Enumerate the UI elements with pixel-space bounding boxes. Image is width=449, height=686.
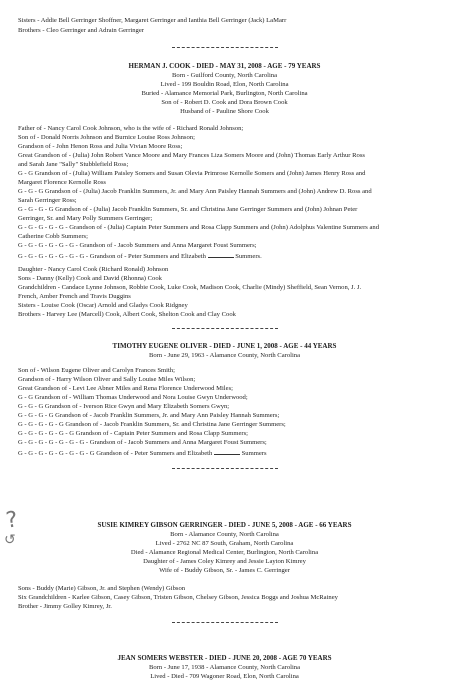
blank-underline <box>214 448 240 455</box>
cook-lineage-line: G - G - G - G - G - Grandson of - (Julia) Captain Peter Summers and Rosa Clapp Summers and (John) Adolphus Valentine Summers and <box>18 224 380 231</box>
oliver-lineage-line: G - G - G - G - G - G - G - Grandson of - Jacob Summers and Anna Margaret Foust Summers; <box>18 439 267 446</box>
oliver-lineage-line: Grandson of - Harry Wilson Oliver and Sally Louise Miles Wilson; <box>18 376 196 383</box>
cook-lineage-tail: Summers. <box>235 253 262 260</box>
cook-lineage-line: Great Grandson of - (Julia) John Robert Vance Moore and Mary Frances Liza Somers Moore and (John) Thomas Early Arthur Ross <box>18 152 365 159</box>
cook-born: Born - Guilford County, North Carolina <box>171 72 278 79</box>
cook-lineage-line: Father of - Nancy Carol Cook Johnson, who is the wife of - Richard Ronald Johnson; <box>18 125 244 132</box>
oliver-lineage-line: G - G - G - G - G Grandson of - Jacob Franklin Summers, Sr. and Christina Jane Gerringer Summers; <box>18 421 286 428</box>
gerringer-brother: Brother - Jimmy Golley Kimrey, Jr. <box>18 603 112 610</box>
webster-heading: JEAN SOMERS WEBSTER - DIED - JUNE 20, 2008 - AGE 70 YEARS <box>117 654 332 662</box>
cook-husband-of: Husband of - Pauline Shore Cook <box>180 108 269 115</box>
handwritten-mark: ↺ <box>4 532 16 548</box>
cook-family-line: Grandchildren - Candace Lynne Johnson, Robbie Cook, Luke Cook, Madison Cook, Charlie (Mindy) Sheffield, Sean Vernon, J. J. <box>18 284 362 291</box>
section-divider <box>172 328 278 329</box>
oliver-lineage-line: G - G - G - G Grandson of - Jacob Franklin Summers, Jr. and Mary Ann Paisley Hannah Summers; <box>18 412 280 419</box>
cook-lineage-line: Son of - Donald Norris Johnson and Burnice Louise Ross Johnson; <box>18 134 195 141</box>
cook-lineage-line: Margaret Florence Kernolle Ross <box>18 179 106 186</box>
brothers-line: Brothers - Cleo Gerringer and Adrain Gerringer <box>18 27 144 34</box>
oliver-lineage-line: G - G - G - G - G - G - G - G Grandson of - Peter Summers and Elizabeth <box>18 450 213 457</box>
gerringer-born: Born - Alamance County, North Carolina <box>170 531 279 538</box>
gerringer-sons: Sons - Buddy (Marie) Gibson, Jr. and Stephen (Wendy) Gibson <box>18 585 186 592</box>
gerringer-heading: SUSIE KIMREY GIBSON GERRINGER - DIED - JUNE 5, 2008 - AGE - 66 YEARS <box>97 521 352 529</box>
handwritten-question-mark: ? <box>4 507 20 534</box>
gerringer-grandchildren: Six Grandchildren - Karlee Gibson, Casey Gibson, Tristen Gibson, Chelsey Gibson, Jessica Boggs and Joshua McRainey <box>18 594 338 601</box>
oliver-heading: TIMOTHY EUGENE OLIVER - DIED - JUNE 1, 2008 - AGE - 44 YEARS <box>112 342 337 350</box>
cook-lineage-line: G - G - G - G - G - G - Grandson of - Jacob Summers and Anna Margaret Foust Summers; <box>18 242 257 249</box>
cook-family-line: Brothers - Harvey Lee (Marcell) Cook, Albert Cook, Shelton Cook and Clay Cook <box>18 311 236 318</box>
gerringer-died: Died - Alamance Regional Medical Center, Burlington, North Carolina <box>130 549 319 556</box>
cook-heading: HERMAN J. COOK - DIED - MAY 31, 2008 - AGE - 79 YEARS <box>128 62 321 70</box>
cook-lineage-last <box>18 251 262 261</box>
cook-lineage-line: G - G - G - G Grandson of - (Julia) Jacob Franklin Summers, Sr. and Christina Jane Gerringer Summers and (John) Johnan Peter <box>18 206 358 213</box>
cook-son-of: Son of - Robert D. Cook and Dora Brown Cook <box>161 99 288 106</box>
cook-lineage-line: G - G Grandson of - (Julia) William Paisley Somers and Susan Olevia Primrose Kernolle Somers and (John) James Henry Ross and <box>18 170 366 177</box>
oliver-lineage-line: Son of - Wilson Eugene Oliver and Carolyn Frances Smith; <box>18 367 175 374</box>
cook-lineage-line: G - G - G - G - G - G - G - Grandson of - Peter Summers and Elizabeth <box>18 253 206 260</box>
cook-lineage-line: Grandson of - John Henon Ross and Julia Vivian Moore Ross; <box>18 143 183 150</box>
webster-lived: Lived - Died - 709 Wagoner Road, Elon, North Carolina <box>150 673 299 680</box>
gerringer-wife-of: Wife of - Buddy Gibson, Sr. - James C. Gerringer <box>159 567 290 574</box>
cook-lineage-line: Gerringer, Sr. and Mary Polly Summers Gerringer; <box>18 215 153 222</box>
cook-lineage-line: Sarah Gerringer Ross; <box>18 197 77 204</box>
cook-lineage-line: G - G - G Grandson of - (Julia) Jacob Franklin Summers, Jr. and Mary Ann Paisley Hannah Summers and (John) Andrew D. Ross and <box>18 188 372 195</box>
oliver-lineage-line: G - G Grandson of - William Thomas Underwood and Nora Louise Gwyn Underwood; <box>18 394 248 401</box>
cook-family-line: French, Amber French and Travis Duggins <box>18 293 131 300</box>
oliver-lineage-last <box>18 448 267 458</box>
cook-lineage-line: and Sarah Jane "Sally" Stubblefield Ross; <box>18 161 129 168</box>
section-divider <box>172 47 278 48</box>
cook-family-line: Daughter - Nancy Carol Cook (Richard Ronald) Johnson <box>18 266 169 273</box>
oliver-born: Born - June 29, 1963 - Alamance County, North Carolina <box>148 352 301 359</box>
webster-born: Born - June 17, 1938 - Alamance County, North Carolina <box>148 664 301 671</box>
oliver-lineage-line: Great Grandson of - Levi Lee Abner Miles and Rena Florence Underwood Miles; <box>18 385 233 392</box>
section-divider <box>172 622 278 623</box>
cook-family-line: Sons - Danny (Kelly) Cook and David (Rhonna) Cook <box>18 275 162 282</box>
section-divider <box>172 468 278 469</box>
oliver-lineage-line: G - G - G - G - G - G Grandson of - Captain Peter Summers and Rosa Clapp Summers; <box>18 430 249 437</box>
gerringer-daughter-of: Daughter of - James Coley Kimrey and Jessie Layton Kimrey <box>143 558 306 565</box>
gerringer-lived: Lived - 2762 NC 87 South, Graham, North Carolina <box>155 540 294 547</box>
cook-buried: Buried - Alamance Memorial Park, Burlington, North Carolina <box>141 90 308 97</box>
oliver-lineage-line: G - G - G Grandson of - Iverson Rice Gwyn and Mary Elizabeth Somers Gwyn; <box>18 403 230 410</box>
cook-lived: Lived - 199 Bouldin Road, Elon, North Carolina <box>160 81 289 88</box>
oliver-lineage-tail: Summers <box>241 450 267 457</box>
cook-lineage-line: Catherine Cobb Summers; <box>18 233 88 240</box>
blank-underline <box>208 251 234 258</box>
cook-family-line: Sisters - Louise Cook (Oscar) Arnold and Gladys Cook Ridgney <box>18 302 188 309</box>
sisters-line: Sisters - Addie Bell Gerringer Shoffner, Margaret Gerringer and Ianthia Bell Gerringer (Jack) LaMarr <box>18 17 287 24</box>
